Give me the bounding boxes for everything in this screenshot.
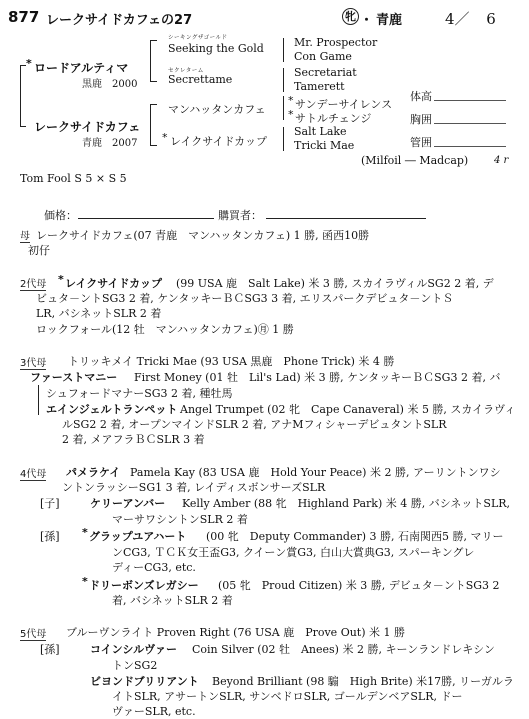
dam-produce: 初仔 — [28, 244, 50, 257]
page-title: レークサイドカフェの27 — [46, 13, 193, 28]
bracket-tick — [20, 65, 26, 66]
section-label-gen3: 3代母 — [20, 354, 46, 370]
ds-bracket — [283, 96, 284, 120]
gen3-child2-line1: Angel Trumpet (02 牝 Cape Canaveral) 米 5 勝, スカイラヴィ — [180, 403, 516, 416]
gen2-mark: * — [58, 273, 64, 286]
dd2-name: Tricki Mae — [294, 139, 355, 152]
gen4-child2-name: グラップユアハート — [89, 530, 187, 543]
sire-name: ロードアルティマ — [34, 61, 129, 75]
gen4-line1: Pamela Kay (83 USA 鹿 Hold Your Peace) 米 2 勝, アーリントンワシ — [130, 466, 501, 479]
cannon-line — [434, 146, 506, 147]
dam-sire-name: マンハッタンカフェ — [168, 103, 266, 116]
gen3-child2-name: エインジェルトランペット — [46, 403, 178, 416]
gen2-line2: ビュタ－ントSG3 2 着, ケンタッキーＢＣSG3 3 着, エリスパークデビュタ－ントＳ — [36, 292, 454, 305]
gen5-child2-line3: ヴァーSLR, etc. — [112, 705, 196, 718]
family-number: 4 r — [494, 155, 509, 166]
gen4-child1-name: ケリーアンバー — [90, 497, 166, 510]
gen4-child3-line2: 着, バシネットSLR 2 着 — [112, 594, 233, 607]
dot-separator: ・ — [360, 13, 374, 28]
sd1-name: Secretariat — [294, 66, 357, 79]
sex-badge: 牝 — [342, 8, 359, 25]
ds2-mark: * — [288, 108, 294, 121]
sire-color-year: 黒鹿 2000 — [82, 79, 138, 90]
bracket-tick — [20, 126, 26, 127]
section-label-gen5: 5代母 — [20, 625, 46, 641]
gen4-child3-mark: * — [82, 575, 88, 588]
sire-dam-name: Secrettame — [168, 73, 233, 86]
gen3-child2-line3: 2 着, メアフラＢＣSLR 3 着 — [62, 433, 205, 446]
gen4-grand-tag: [孫] — [40, 530, 60, 543]
dd1-name: Salt Lake — [294, 125, 347, 138]
sire-parents-bracket — [150, 40, 151, 82]
female-line-note: (Milfoil ― Madcap) — [361, 154, 469, 167]
cannon-label: 管囲 — [410, 136, 432, 149]
dam-name: レークサイドカフェ — [34, 120, 141, 134]
gen3-line1: トリッキメイ Tricki Mae (93 USA 黒鹿 Phone Trick) 米 4 勝 — [68, 355, 395, 368]
dam-record: レークサイドカフェ(07 青鹿 マンハッタンカフェ) 1 勝, 函西10勝 — [36, 229, 370, 242]
dam-dam-name: レイクサイドカップ — [170, 135, 268, 148]
gen2-line1: (99 USA 鹿 Salt Lake) 米 3 勝, スカイラヴィルSG2 2 着, デ — [176, 277, 494, 290]
gen5-child1-name: コインシルヴァー — [90, 643, 178, 656]
price-label: 価格： — [44, 209, 77, 222]
gen3-child2-line2: ルSG2 2 着, オープンマインドSLR 2 着, アナMフィシャーデビュタントSLR — [62, 418, 447, 431]
height-label: 体高 — [410, 90, 432, 103]
gen5-grand-tag: [孫] — [40, 643, 60, 656]
gen2-produce: ロックフォール(12 牡 マンハッタンカフェ)㊊ 1 勝 — [36, 323, 294, 336]
gen5-child2-name: ビヨンドブリリアント — [90, 675, 199, 688]
buyer-label: 購買者： — [218, 209, 262, 222]
height-line — [434, 100, 506, 101]
sd-bracket — [283, 68, 284, 92]
price-line[interactable] — [78, 218, 214, 219]
dd-bracket — [283, 127, 284, 151]
girth-label: 胸囲 — [410, 113, 432, 126]
coat-color: 青鹿 — [376, 13, 403, 28]
section-label-gen4: 4代母 — [20, 465, 46, 481]
gen3-child1-line1: First Money (01 牡 Lil's Lad) 米 3 勝, ケンタッキーＢＣSG3 2 着, バ — [134, 371, 501, 384]
gen5-line1: ブルーヴンライト Proven Right (76 USA 鹿 Prove Out) 米 1 勝 — [66, 626, 405, 639]
birth-date: 4／ 6 — [445, 10, 496, 28]
dam-parents-bracket — [150, 104, 151, 146]
gen4-line2: ントンラッシーSG1 3 着, レイディスボンサーズSLR — [62, 481, 326, 494]
ds1-mark: * — [288, 94, 294, 107]
ds2-name: サトルチェンジ — [295, 112, 372, 125]
bracket-tick — [150, 81, 157, 82]
gen4-child-tag: [子] — [40, 497, 60, 510]
sire-mark: * — [26, 57, 32, 70]
section-label-dam: 母 — [20, 227, 30, 243]
gen5-child1-line1: Coin Silver (02 牡 Anees) 米 2 勝, キーンランドレキシン — [192, 643, 495, 656]
sire-dam-ruby: セクレターム — [168, 68, 204, 74]
gen3-child1-name: ファーストマニー — [30, 371, 118, 384]
gen4-name: パメラケイ — [66, 466, 121, 479]
dam-color-year: 青鹿 2007 — [82, 138, 138, 149]
gen5-child2-line1: Beyond Brilliant (98 騸 High Brite) 米17勝, リーガルラ — [212, 675, 514, 688]
gen5-child1-line2: トンSG2 — [112, 659, 158, 672]
dam-dam-mark: * — [162, 131, 168, 144]
pedigree-left-bracket — [20, 65, 21, 127]
ss2-name: Con Game — [294, 50, 352, 63]
sire-sire-ruby: シーキングザゴールド — [168, 35, 228, 41]
gen3-child1-line2: シュフォードマナーSG3 2 着, 種牡馬 — [46, 387, 233, 400]
gen4-child3-name: ドリーボンズレガシー — [89, 579, 199, 592]
sire-sire-name: Seeking the Gold — [168, 42, 264, 55]
inbreeding-note: Tom Fool S 5 × S 5 — [20, 172, 127, 185]
gen2-name: レイクサイドカップ — [65, 277, 163, 290]
gen4-child1-line1: Kelly Amber (88 牝 Highland Park) 米 4 勝, バシネットSLR, — [182, 497, 511, 510]
gen4-child3-line1: (05 牝 Proud Citizen) 米 3 勝, デビュタ－ントSG3 2 — [218, 579, 500, 592]
bracket-tick — [150, 40, 157, 41]
gen4-child2-line1: (00 牝 Deputy Commander) 3 勝, 石南関西5 勝, マリー — [206, 530, 504, 543]
section-label-gen2: 2代母 — [20, 275, 46, 291]
gen4-child2-mark: * — [82, 526, 88, 539]
ss1-name: Mr. Prospector — [294, 36, 378, 49]
ss-bracket — [283, 38, 284, 62]
gen3-child1-rule — [38, 385, 39, 415]
gen4-child2-line2: ンCG3, ＴＣＫ女王盃G3, クイーン賞G3, 白山大賞典G3, スパーキングレ — [112, 546, 475, 559]
gen5-child2-line2: イトSLR, アサートンSLR, サンベドロSLR, ゴールデンベアSLR, ドー — [112, 690, 463, 703]
buyer-line[interactable] — [266, 218, 426, 219]
girth-line — [434, 123, 506, 124]
gen4-child2-line3: ディーCG3, etc. — [112, 561, 196, 574]
gen2-line3: LR, バシネットSLR 2 着 — [36, 307, 162, 320]
sd2-name: Tamerett — [294, 80, 345, 93]
bracket-tick — [150, 145, 157, 146]
bracket-tick — [150, 104, 157, 105]
ds1-name: サンデーサイレンス — [295, 98, 393, 111]
lot-number: 877 — [8, 8, 40, 26]
gen4-child1-line2: マーサワシントンSLR 2 着 — [112, 513, 248, 526]
